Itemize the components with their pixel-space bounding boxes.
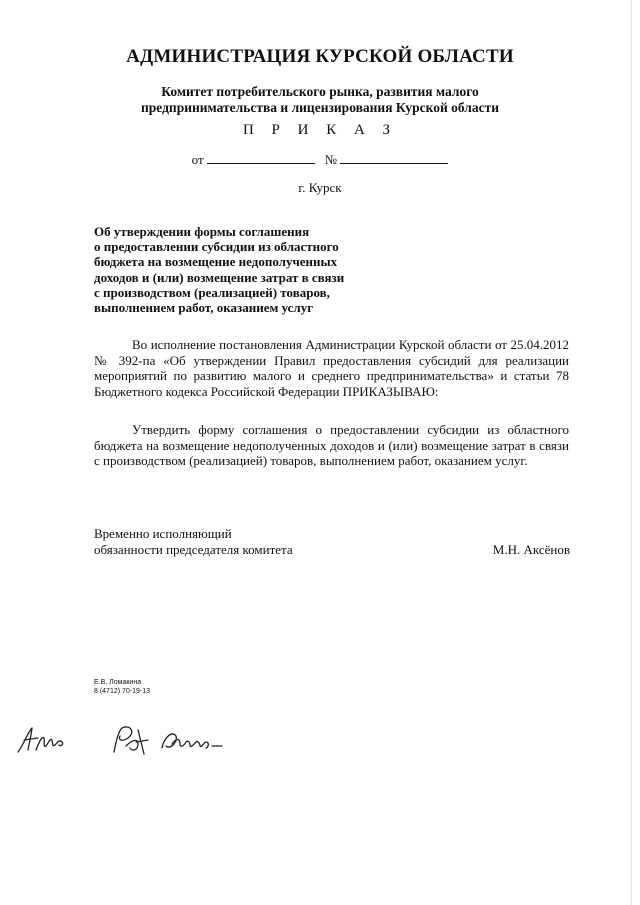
number-prefix: № (324, 152, 338, 167)
signer-name: М.Н. Аксёнов (492, 542, 570, 557)
organization-title: АДМИНИСТРАЦИЯ КУРСКОЙ ОБЛАСТИ (126, 46, 514, 67)
order-city: г. Курск (298, 180, 342, 195)
date-prefix: от (191, 152, 204, 167)
order-title: П Р И К А З (242, 122, 398, 138)
handwritten-initials-1 (14, 722, 74, 758)
committee-line-1: Комитет потребительского рынка, развития малого (161, 84, 479, 99)
signer-position-line-2: обязанности председателя комитета (94, 542, 293, 557)
date-blank (207, 152, 315, 164)
subject-line: доходов и (или) возмещение затрат в связи (94, 269, 345, 285)
handwritten-signature-3 (158, 724, 228, 760)
handwritten-signature-2 (108, 720, 156, 760)
subject-line: выполнением работ, оказанием услуг (94, 300, 314, 316)
number-blank (340, 152, 448, 164)
executor-name: Е.В. Ломакина (94, 679, 142, 686)
executor-phone: 8 (4712) 70-19-13 (94, 688, 151, 695)
body-paragraph-1: Во исполнение постановления Администрации Курской области от 25.04.2012 № 392-па «Об утверждении Правил предоставления субсидий для реализации мероприятий по развитию малого и среднего предпринимательства» и статьи 78 Бюджетного кодекса Российской Федерации ПРИКАЗЫВАЮ: (94, 337, 569, 399)
subject-line: с производством (реализацией) товаров, (94, 284, 330, 300)
subject-line: о предоставлении субсидии из областного (94, 239, 339, 255)
signature-block (94, 526, 570, 558)
body-paragraph-2: Утвердить форму соглашения о предоставлении субсидии из областного бюджета на возмещение недополученных доходов и (или) возмещение затрат в связи с производством (реализацией) товаров, выполнением работ, оказанием услуг. (94, 422, 569, 469)
signer-position-line-1: Временно исполняющий (94, 526, 232, 541)
order-date-number-line (0, 152, 640, 168)
subject-line: бюджета на возмещение недополученных (94, 254, 338, 270)
committee-name (0, 84, 640, 116)
order-subject (94, 224, 394, 315)
executor-info (94, 678, 150, 696)
subject-line: Об утверждении формы соглашения (94, 224, 310, 239)
committee-line-2: предпринимательства и лицензирования Курской области (141, 100, 499, 115)
